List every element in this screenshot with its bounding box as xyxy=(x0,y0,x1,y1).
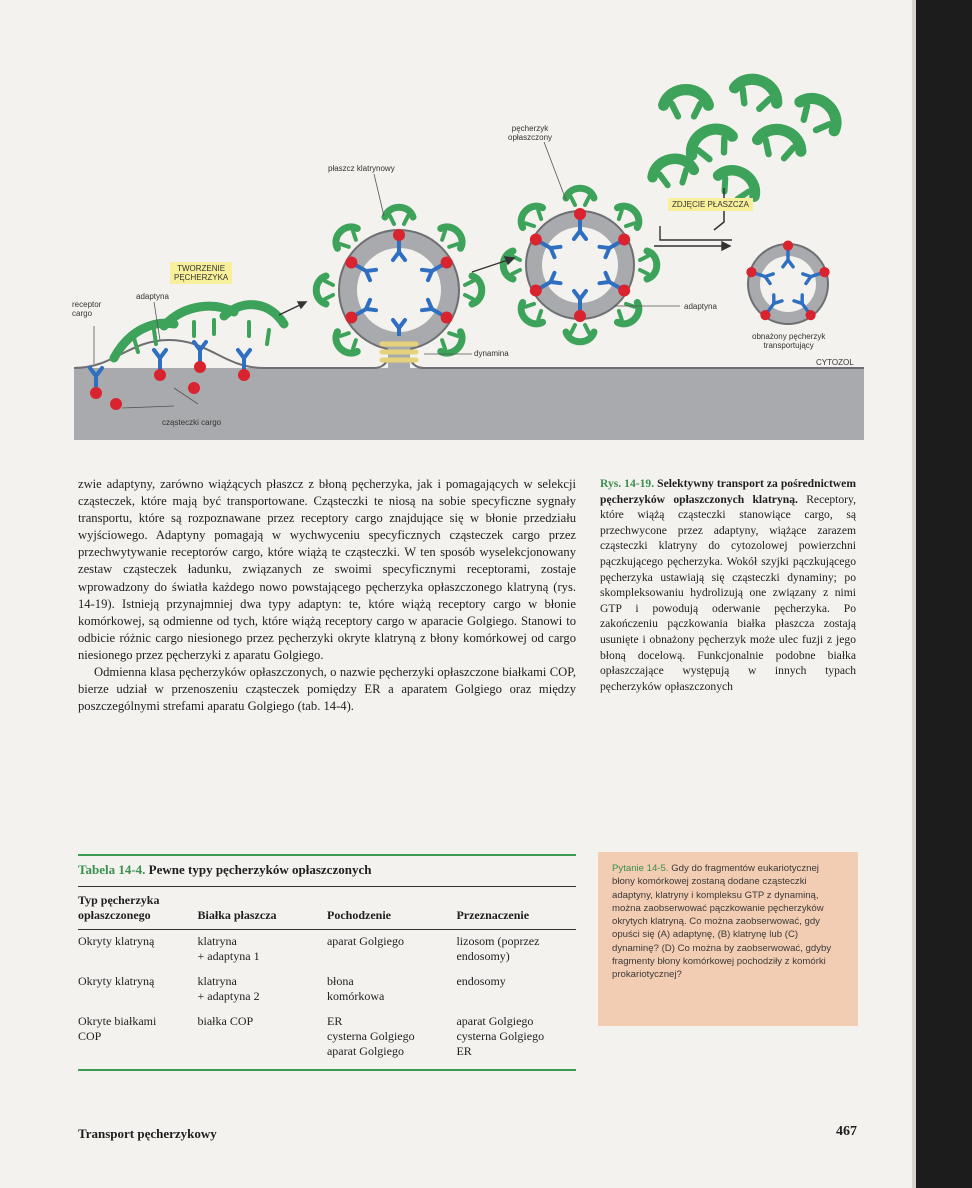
cell: błona komórkowa xyxy=(326,974,385,1003)
coated-bud xyxy=(316,207,482,370)
cell: białka COP xyxy=(197,1014,254,1028)
coated-vesicle-table xyxy=(78,886,576,1069)
cell: klatryna + adaptyna 1 xyxy=(197,934,260,963)
figure-14-19 xyxy=(74,40,864,440)
label-adaptin-left: adaptyna xyxy=(136,292,169,301)
table-row xyxy=(78,970,576,1010)
label-cytosol: CYTOZOL xyxy=(816,358,854,367)
header-origin: Pochodzenie xyxy=(327,887,456,930)
header-destination: Przeznaczenie xyxy=(456,887,576,930)
table-14-4 xyxy=(78,854,576,1071)
label-coated-vesicle: pęcherzyk opłaszczony xyxy=(508,124,553,143)
membrane-region xyxy=(74,368,864,440)
caption-number: Rys. 14-19. xyxy=(600,477,655,490)
page-number: 467 xyxy=(836,1124,857,1139)
label-dynamin: dynamina xyxy=(474,349,509,358)
page-edge xyxy=(912,0,916,1188)
label-adaptin-right: adaptyna xyxy=(684,302,717,311)
label-cargo-receptor: receptor cargo xyxy=(72,300,102,319)
cell: ER cysterna Golgiego aparat Golgiego xyxy=(326,1014,415,1058)
naked-vesicle xyxy=(745,240,831,324)
table-number: Tabela 14-4. xyxy=(78,862,146,877)
label-coat-removal: ZDJĘCIE PŁASZCZA xyxy=(668,198,753,211)
caption-title: Selektywny transport za pośrednictwem pęcherzyków opłaszczonych klatryną. xyxy=(600,477,856,506)
table-title xyxy=(78,862,576,878)
table-title-text: Pewne typy pęcherzyków opłaszczonych xyxy=(148,862,372,877)
coated-vesicle xyxy=(503,188,657,342)
figure-caption xyxy=(600,476,856,694)
label-clathrin-coat: płaszcz klatrynowy xyxy=(328,164,395,173)
cell: lizosom (poprzez endosomy) xyxy=(456,934,540,963)
cell: klatryna + adaptyna 2 xyxy=(197,974,260,1003)
header-coat-proteins: Białka płaszcza xyxy=(198,887,327,930)
table-row xyxy=(78,1010,576,1069)
running-footer-title: Transport pęcherzykowy xyxy=(78,1126,217,1141)
header-vesicle-type: Typ pęcherzyka opłaszczonego xyxy=(78,887,198,930)
paragraph-1: zwie adaptyny, zarówno wiążących płaszcz z błoną pęcherzyka, jak i pomagających w selekcji cząsteczek, które mają być transportowane. Cząsteczki te niosą na sobie specyficzne sygnały transportu, które są rozpoznawane przez receptory cargo znajdujące się w błonie przedziału wyjściowego. Adaptyny pomagają w wychwyceniu specyficznych cząsteczek cargo przez przechwytywanie receptorów cargo, które wiążą te cząsteczki. W ten sposób wyselekcjonowany zestaw cząsteczek ładunku, związanych ze swoimi specyficznymi receptorami, zostaje wprowadzony do światła każdego nowo powstającego pęcherzyka opłaszczonego klatryną (rys. 14-19). Istnieją przynajmniej dwa typy adaptyn: te, które wiążą receptory cargo w błonie komórkowej, są odmienne od tych, które wiążą receptory cargo w aparacie Golgiego. Stanowi to odbicie różnic cargo niesionego przez pęcherzyki okryte klatryną z błony komórkowej od cargo niesionego przez pęcherzyki z aparatu Golgiego. xyxy=(78,477,576,662)
cell: endosomy xyxy=(456,974,506,988)
question-box xyxy=(598,852,858,1026)
cell: Okryte białkami COP xyxy=(78,1014,157,1043)
label-vesicle-formation: TWORZENIE PĘCHERZYKA xyxy=(170,262,232,284)
table-header-row xyxy=(78,887,576,930)
table-bottom-rule xyxy=(78,1069,576,1071)
figure-diagram xyxy=(74,40,864,440)
caption-body: Receptory, które wiążą cząsteczki stanowiące cargo, są przechwycone przez adaptyny, wiążące zarazem cząsteczki klatryny do cytozolowej powierzchni pączkującego pęcherzyka. Wokół szyjki pączkującego pęcherzyka ustawiają się cząsteczki dynaminy; po skompleksowaniu hydrolizują one związany z nimi GTP i powodują oderwanie pęcherzyka. Po zakończeniu pączkowania białka płaszcza zostają usunięte i obnażony pęcherzyk może ulec fuzji z jego błoną docelową. Funkcjonalnie podobne białka opłaszczające występują w innych typach pęcherzyków opłaszczonych xyxy=(600,492,856,693)
paragraph-2: Odmienna klasa pęcherzyków opłaszczonych, o nazwie pęcherzyki opłaszczone białkami COP, bierze udział w przenoszeniu cząsteczek pomiędzy ER a aparatem Golgiego oraz między poszczególnymi strefami aparatu Golgiego (tab. 14-4). xyxy=(78,665,576,714)
question-text: Gdy do fragmentów eukariotycznej błony komórkowej zostaną dodane cząsteczki adaptyny, klatryny i kompleksu GTP z dynaminą, można zaobserwować pączkowanie pęcherzyków okrytych klatryną. Co można zaobserwować, gdy opuści się (A) adaptynę, (B) klatrynę lub (C) dynaminę? (D) Co można by zaobserwować, gdyby fragmenty błony komórkowej pochodziły z komórki prokariotycznej? xyxy=(612,863,832,981)
cell: Okryty klatryną xyxy=(78,974,155,988)
table-top-rule xyxy=(78,854,576,856)
main-text xyxy=(78,476,576,715)
label-naked-vesicle: obnażony pęcherzyk transportujący xyxy=(752,332,826,351)
question-number: Pytanie 14-5. xyxy=(612,863,669,874)
cell: aparat Golgiego xyxy=(326,934,404,948)
table-row xyxy=(78,930,576,971)
cell: Okryty klatryną xyxy=(78,934,155,948)
label-cargo-molecules: cząsteczki cargo xyxy=(162,418,222,427)
cell: aparat Golgiego cysterna Golgiego ER xyxy=(456,1014,545,1058)
